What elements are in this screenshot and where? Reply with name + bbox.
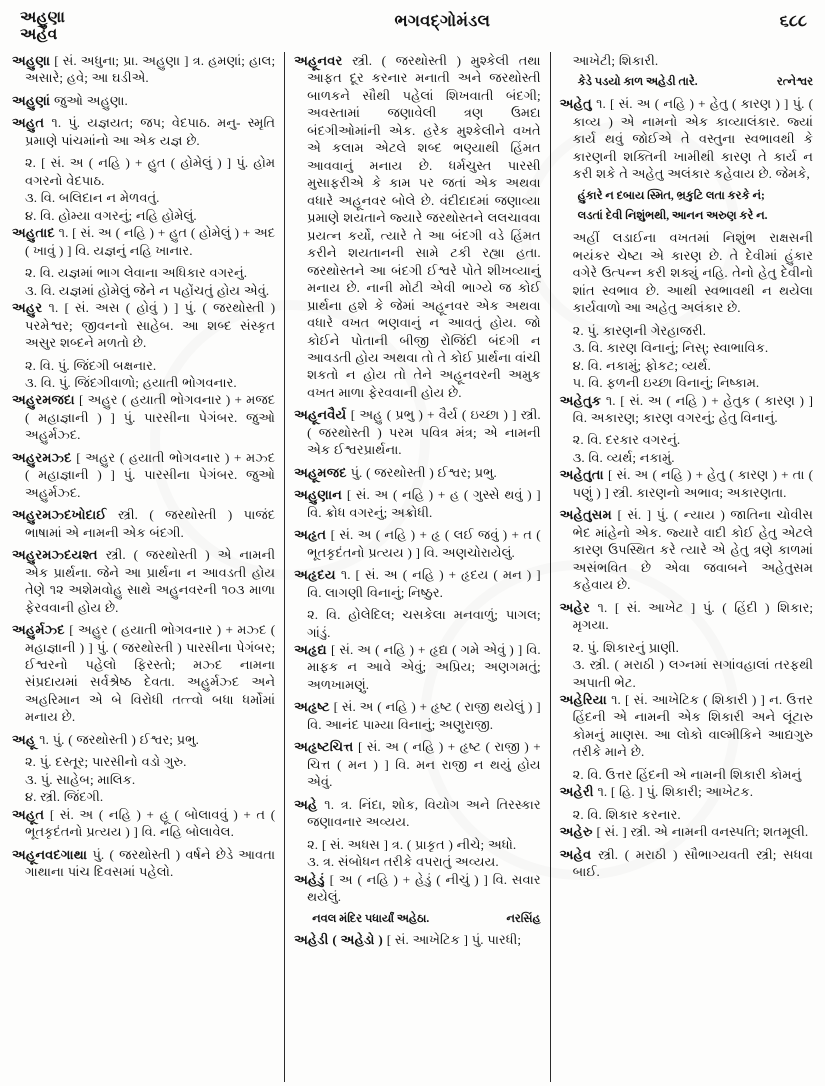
column-container bbox=[12, 52, 813, 1082]
entry-definition-text: ત્ર. હમણાં; હાલ; અસારે; હવે; આ ઘડીએ. bbox=[25, 53, 276, 86]
entry-sense: ૩. ત્ર. સંબોધન તરીકે વપરાતું અવ્યય. bbox=[307, 854, 499, 870]
dictionary-entry bbox=[12, 299, 275, 351]
dictionary-entry bbox=[12, 224, 275, 259]
dictionary-entry bbox=[12, 621, 275, 726]
dictionary-entry bbox=[560, 506, 813, 593]
entry-headword[interactable]: અહેર bbox=[559, 599, 598, 615]
entry-headword[interactable]: અહેરુ bbox=[559, 824, 597, 840]
dictionary-entry bbox=[294, 526, 541, 561]
dictionary-entry bbox=[12, 449, 275, 501]
entry-headword[interactable]: અહેરિયા bbox=[559, 692, 612, 708]
entry-headword[interactable]: અહેતુ bbox=[559, 96, 597, 112]
dictionary-entry bbox=[12, 391, 275, 443]
dictionary-entry bbox=[294, 641, 541, 693]
entry-definition-text: સ્મૃતિ પ્રમાણે પાંચમાંનો આ એક યજ્ઞ છે. bbox=[25, 115, 276, 148]
entry-definition-text: [ સં. ] પું. ( ન્યાય ) જાતિના ચોવીસ ભેદ માંહેનો એક. જ્યારે વાદી કોઈ હેતુ એટલે કારણ ઉપસ્થિત કરે ત્યારે એ હેતુ ત્રણે કાળમાં અસંભવિત છે એવા જવાબને અહેતુસમ કહેવાય છે. bbox=[572, 507, 813, 593]
entry-definition-text: ૧. પું. યજ્ઞયત; જપ; વેદપાઠ. મનુ- bbox=[51, 115, 241, 131]
dictionary-entry bbox=[12, 92, 275, 109]
verse-line bbox=[560, 208, 813, 225]
entry-headword[interactable]: અહેરી bbox=[559, 784, 598, 800]
quotation-text: કેડે પડયો કાળ અહેડી તારે. bbox=[577, 76, 698, 89]
entry-definition-text: [ અહુર ( હયાતી ભોગવનાર ) + મઝ્દ ( મહાજ્ઞાની ) ] પું. પારસીના પેગંબર. bbox=[25, 449, 276, 483]
dictionary-entry bbox=[560, 823, 813, 840]
running-head-last-word: અહેવ bbox=[20, 25, 58, 43]
dictionary-entry bbox=[12, 546, 275, 616]
entry-sense: ૨. વિ. હોલેદિલ; ચસકેલા મનવાળું; પાગલ; ગાંડું. bbox=[307, 607, 541, 640]
dictionary-entry bbox=[560, 52, 813, 69]
quotation-source: નરસિંહ bbox=[506, 912, 541, 925]
entry-headword[interactable]: અહેતુસમ bbox=[559, 507, 618, 523]
entry-sense: ૩. વિ. પું. જિંદગીવાળો; હયાતી ભોગવનાર. bbox=[25, 374, 237, 390]
entry-headword[interactable]: અહૂનવર bbox=[294, 53, 353, 68]
entry-definition-text: ૧. [ હિ. ] પું. શિકારી; આખેટક. bbox=[597, 784, 754, 800]
entry-sense: ૨. વિ. શિકાર કરનાર. bbox=[572, 806, 681, 822]
entry-headword[interactable]: અહેતુતા bbox=[559, 467, 608, 483]
entry-definition-text: આ શબ્દ સંસ્કૃત અસુર શબ્દને મળતો છે. bbox=[25, 317, 276, 351]
entry-definition-text: ૧. [ સં. અ ( નહિ ) + હૃદય ( મન ) ] વિ. લાગણી વિનાનું; નિષ્ઠુર. bbox=[307, 567, 541, 600]
entry-definition-text: [ સં. અધુના; પ્રા. અહુણા ] bbox=[54, 53, 189, 68]
dictionary-entry bbox=[560, 466, 813, 501]
dictionary-entry bbox=[12, 846, 275, 881]
entry-headword[interactable]: અહુર્મઝ્દ bbox=[12, 622, 70, 638]
dictionary-entry bbox=[294, 931, 541, 948]
entry-definition-text: [ સં. અ ( નહિ ) + હેતુ ( કારણ ) + તા ( પણું ) ] સ્ત્રી. કારણનો અભાવ; અકારણતા. bbox=[572, 467, 813, 500]
entry-headword[interactable]: અહુત bbox=[12, 115, 52, 131]
entry-definition-text: ૧. [ સં. અસ ( હોવું ) ] પું. ( જરથોસ્તી ) પરમેશ્વર; જીવનનો સાહેબ. bbox=[25, 300, 276, 333]
entry-headword[interactable]: અહૂ bbox=[12, 731, 40, 747]
entry-sense: ૪. વિ. નકામું; ફોકટ; વ્યર્થ. bbox=[572, 357, 711, 373]
dictionary-entry bbox=[560, 783, 813, 800]
text-column-2 bbox=[284, 52, 550, 1082]
entry-definition-text: [ સં. અ ( નહિ ) + હૃદ્ય ( ગમે એવું ) ] વિ. માફક ન આવે એવું; અપ્રિય; અણગમતું; અળખામણું. bbox=[307, 642, 541, 692]
dictionary-entry bbox=[294, 796, 541, 831]
entry-headword[interactable]: અહુતાદ bbox=[12, 225, 59, 241]
text-column-1 bbox=[12, 52, 284, 1082]
entry-definition-text: ૧. [ સં. અ ( નહિ ) + હેતુક ( કારણ ) ] વિ. અકારણ; કારણ વગરનું; હેતુ વિનાનું. bbox=[572, 392, 813, 425]
entry-headword[interactable]: અહૃદ્ય bbox=[294, 642, 331, 657]
entry-definition-text: ૧. [ સં. આખેટિક ( શિકારી ) ] ન. ઉત્તર હિંદની એ નામની એક શિકારી અને લૂંટારુ કોમનું માણસ. આ લોકો વાલ્મીકિને આદ્યગુરુ તરીકે માને છે. bbox=[572, 692, 813, 760]
entry-sense: ૩. પું. સાહેબ; માલિક. bbox=[25, 771, 136, 787]
dictionary-entry bbox=[294, 406, 541, 458]
entry-headword[interactable]: અહુરમઝ્દખોદાઈ bbox=[12, 507, 119, 523]
entry-headword[interactable]: અહેતુક bbox=[559, 392, 606, 408]
entry-headword[interactable]: અહૃત bbox=[294, 527, 331, 543]
text-column-3 bbox=[550, 52, 813, 1082]
entry-headword[interactable]: અહેવ bbox=[559, 846, 599, 862]
page-number: ૬૮૮ bbox=[779, 11, 807, 30]
entry-sense: ૨. વિ. યજ્ઞમાં ભાગ લેવાના અધિકાર વગરનું. bbox=[25, 265, 247, 281]
quotation-source: રત્નેશ્વર bbox=[776, 76, 813, 89]
entry-definition-text: [ સં. અ ( નહિ ) + હૂ ( બોલાવવું ) + ત ( ભૂતકૃદંતનો પ્રત્યય ) ] વિ. નહિ બોલાવેલ. bbox=[25, 806, 276, 840]
entry-definition-text: [ સં. અ ( નહિ ) + હૃષ્ટ ( રાજી ) + ચિત્ત ( મન ) ] વિ. મન રાજી ન થયું હોય એવું. bbox=[307, 739, 541, 790]
entry-sense: ૨. [ સં. અ ( નહિ ) + હુત ( હોમેલું ) ] પું. હોમ વગરનો વેદપાઠ. bbox=[25, 155, 276, 188]
dictionary-entry bbox=[294, 871, 541, 906]
entry-headword[interactable]: અહૂનવૈર્ય bbox=[294, 407, 351, 423]
dictionary-entry bbox=[294, 52, 541, 401]
book-title: ભગવદ્ગોમંડલ bbox=[394, 11, 491, 30]
dictionary-entry bbox=[294, 566, 541, 601]
entry-sense: ૨. પું. કારણની ગેરહાજરી. bbox=[572, 322, 706, 338]
entry-definition-text: ૧. પું. ( જરથોસ્તી ) ઈશ્વર; પ્રભુ. bbox=[39, 731, 199, 747]
verse-text: હુંકારે ન દબાય સ્મિત, ભ્રકુટિ લતા કરકે નં; bbox=[577, 189, 765, 202]
dictionary-entry bbox=[560, 95, 813, 182]
entry-sense: ૨. વિ. દરકાર વગરનું. bbox=[572, 432, 681, 448]
entry-headword[interactable]: અહુરમઝ્દ bbox=[12, 449, 77, 465]
entry-headword[interactable]: અહેડું bbox=[294, 871, 330, 887]
dictionary-entry bbox=[294, 486, 541, 521]
entry-continuation: અહીં લડાઈના વખતમાં નિશુંભ રાક્ષસની ભયંકર ચેષ્ટા એ કારણ છે. તે દેવીમાં હુંકાર વગેરે ઉત્પન્ન કરી શક્યું નહિ. તેનો હેતુ દેવીનો શાંત સ્વભાવ છે. આથી સ્વભાવથી ન થયેલા કાર્યવાળો આ અહેતુ અલંકાર છે. bbox=[572, 230, 813, 316]
entry-sense: ૩. સ્ત્રી. ( મરાઠી ) લગ્નમાં સગાંવહાલાં તરફથી અપાતી ભેટ. bbox=[572, 657, 813, 690]
quotation-text: નવલ મંદિર પધાર્યાં અહેઠા. bbox=[312, 912, 430, 925]
entry-definition-text: સ્ત્રી. ( જરથોસ્તી ) મુશ્કેલી તથા આફત દૂર કરનાર મનાતી અને જરથોસ્તી બાળકને સૌથી પહેલાં શિખવાતી બંદગી; અવસ્તામાં જણાવેલી ત્રણ ઉમદા બંદગીઓમાંની એક. હરેક મુશ્કેલીને વખતે એ કલામ એટલે શબ્દ ભણ્યાથી હિંમત આવવાનું મનાય છે. ધર્મચુસ્ત પારસી મુસાફરીએ કે કામ પર જતાં એક અથવા વધારે અહૂનવર બોલે છે. વંદીદાદમાં જણાવ્યા પ્રમાણે શયતાને જ્યારે જરથોસ્તને લલચાવવા પ્રયત્ન કર્યો, ત્યારે તે આ બંદગી વડે હિંમત કરીને શયતાનની સામે ટકી રહ્યા હતા. જરથોસ્તને આ બંદગી ઈશ્વરે પોતે શીખવ્યાનું મનાય છે. નાની મોટી એવી ભાગ્યે જ કોઈ પ્રાર્થના હશે કે જેમાં અહૂનવર એક અથવા વધારે વખત ભણવાનું ન આવતું હોય. જો કોઈને પોતાની બીજી રોજિંદી બંદગી ન આવડતી હોય અથવા તો તે કોઈ પ્રાર્થના વાંચી શકતો ન હોય તો તેને અહૂનવરની અમુક વખત માળા ફેરવવાની હોય છે. bbox=[307, 53, 541, 400]
dictionary-entry bbox=[12, 806, 275, 841]
dictionary-entry bbox=[560, 691, 813, 761]
entry-sense: ૫. વિ. ફળની ઇચ્છા વિનાનું; નિષ્કામ. bbox=[572, 375, 760, 391]
verse-text: લડતાં દેવી નિશુંભથી, આનન અરુણ કરે ન. bbox=[577, 210, 768, 223]
dictionary-entry bbox=[12, 731, 275, 748]
entry-definition-text: ૧. ત્ર. નિંદા, શોક, વિયોગ અને તિરસ્કાર જણાવનાર અવ્યય. bbox=[307, 796, 541, 830]
entry-definition-text: [ સં. અ ( નહિ ) + હૃષ્ટ ( રાજી થયેલું ) ] વિ. આનંદ પામ્યા વિનાનું; અણુરાજી. bbox=[307, 699, 541, 732]
entry-definition-text: [ સં. અ ( નહિ ) + હૃ ( લઈ જવું ) + ત ( ભૂતકૃદંતનો પ્રત્યય ) ] વિ. અણચોરાયેલું. bbox=[307, 527, 541, 560]
entry-sense: ૨. વિ. ઉત્તર હિંદની એ નામની શિકારી કોમનું bbox=[572, 766, 802, 782]
entry-headword[interactable]: અહૂમજદ bbox=[294, 464, 351, 480]
entry-definition-text: ૧. [ સં. અ ( નહિ ) + હેતુ ( કારણ ) ] પું. ( કાવ્ય ) એ નામનો એક કાવ્યાલંકાર. જ્યાં કાર્ય થવું જોઈએ તે વસ્તુના સ્વભાવથી કે કારણની શક્તિની ખામીથી કારણ તે કાર્ય ન કરી શકે તે અહેતુ અલંકાર કહેવાય છે. જેમકે, bbox=[572, 96, 813, 182]
entry-sense: ૪. વિ. હોમ્યા વગરનું; નહિ હોમેલું. bbox=[25, 207, 197, 223]
entry-headword[interactable]: અહૃષ્ટ bbox=[294, 699, 334, 715]
dictionary-entry bbox=[560, 846, 813, 881]
entry-sense: ૪. સ્ત્રી. જિંદગી. bbox=[25, 789, 104, 805]
dictionary-entry bbox=[294, 738, 541, 790]
entry-headword[interactable]: અહૂત bbox=[12, 806, 50, 822]
entry-definition-text: [ સં. આખેટિક ] પું. પારધી; bbox=[386, 932, 521, 948]
entry-definition-text: આખેટી; શિકારી. bbox=[572, 53, 659, 68]
running-head bbox=[12, 10, 813, 50]
entry-sense: ૩. વિ. કારણ વિનાનું; નિસ્; સ્વાભાવિક. bbox=[572, 340, 769, 356]
entry-headword[interactable]: અહૃષ્ટચિત્ત bbox=[294, 739, 358, 755]
entry-definition-text: [ અ ( નહિ ) + હેડું ( નીચું ) ] વિ. સવાર થયેલું. bbox=[307, 871, 541, 905]
entry-definition-text: જુઓ અહુણા. bbox=[53, 92, 128, 108]
dictionary-entry bbox=[560, 599, 813, 634]
entry-headword[interactable]: અહુણાન bbox=[294, 487, 347, 503]
entry-headword[interactable]: અહુર bbox=[12, 300, 49, 316]
dictionary-entry bbox=[12, 506, 275, 541]
entry-definition-text: [ અહુર ( હયાતી ભોગવનાર ) + મજદ ( મહાજ્ઞાની ) ] પું. પારસીના પેગંબર. bbox=[25, 392, 276, 425]
dictionary-entry bbox=[294, 698, 541, 733]
entry-headword[interactable]: અહુણા bbox=[12, 53, 55, 68]
entry-definition-text: સ્ત્રી. ( જરથોસ્તી ) એ નામની એક પ્રાર્થના. જેને આ પ્રાર્થના ન આવડતી હોય તેણે ૧૨ અશેમવોહુ સાથે અહુનવરની ૧૦૩ માળા ફેરવવાની હોય છે. bbox=[25, 547, 276, 615]
entry-sense: ૨. પું. દસ્તૂર; પારસીનો વડો ગુરુ. bbox=[25, 754, 187, 770]
entry-sense: ૩. વિ. બલિદાન ન મેળવતું. bbox=[25, 190, 160, 206]
entry-sense: ૨. [ સં. અધસ ] ત્ર. ( પ્રાકૃત ) નીચે; અધો. bbox=[307, 836, 517, 852]
entry-definition-text: [ અહુ ( પ્રભુ ) + વૈર્ય ( ઇચ્છા ) ] સ્ત્રી. ( જરથોસ્તી ) પરમ પવિત્ર મંત્ર; એ નામની એક ઈશ્વરપ્રાર્થના. bbox=[307, 407, 541, 458]
entry-sense: ૨. પું. શિકારનું પ્રાણી. bbox=[572, 639, 679, 655]
entry-headword[interactable]: અહુરમજદા bbox=[12, 392, 80, 408]
entry-definition-text: ૧. [ સં. આખેટ ] પું. ( હિંદી ) શિકાર; મૃગયા. bbox=[572, 599, 813, 633]
entry-headword[interactable]: અહે bbox=[294, 796, 325, 812]
entry-definition-text: ૧. [ સં. અ ( નહિ ) + હુત ( હોમેલું ) + અદ ( ખાવું ) ] વિ. યજ્ઞનું નહિ ખાનાર. bbox=[25, 225, 276, 258]
entry-definition-text: સ્ત્રી. ( મરાઠી ) સૌભાગ્યવતી સ્ત્રી; સધવા બાઈ. bbox=[572, 846, 813, 880]
entry-definition-text: [ અહુર ( હયાતી ભોગવનાર ) + મઝ્દ ( મહાજ્ઞાની ) ] પું. ( જરથોસ્તી ) પારસીના પેગંબર; ઈશ્વરનો પહેલો ફિરસ્તો; મઝ્દ નામના સંપ્રદાયમાં સર્વશ્રેષ્ઠ દેવતા. અહુર્મઝ્દ અને અહરિમાન એ બે વિરોધી તત્ત્વો બધા ધર્મોમાં મનાય છે. bbox=[25, 622, 276, 725]
entry-sense: ૩. વિ. વ્યર્થ; નકામું. bbox=[572, 449, 675, 465]
entry-quotation bbox=[560, 74, 813, 91]
entry-headword[interactable]: અહેડી ( અહેડો ) bbox=[294, 932, 387, 948]
entry-definition-text: [ સં. અ ( નહિ ) + હ ( ગુસ્સે થવું ) ] વિ. ક્રોધ વગરનું; અક્રોધી. bbox=[307, 487, 541, 520]
entry-definition-text: પું. ( જરથોસ્તી ) વર્ષને છેડે આવતા ગાથાના પાંચ દિવસમાં પહેલો. bbox=[25, 846, 276, 880]
verse-line bbox=[560, 188, 813, 205]
dictionary-entry bbox=[560, 392, 813, 427]
entry-headword[interactable]: અહૃદય bbox=[294, 567, 341, 583]
entry-sense: ૩. વિ. યજ્ઞમાં હોમેલું જેને ન પહોંચતું હોય એવું. bbox=[25, 282, 270, 298]
entry-headword[interactable]: અહુણાં bbox=[12, 92, 54, 108]
dictionary-entry bbox=[12, 52, 275, 87]
entry-definition-text: સ્ત્રી. ( જરથોસ્તી ) પાજંદ ભાષામાં એ નામની એક બંદગી. bbox=[25, 507, 276, 540]
entry-quotation bbox=[294, 911, 541, 928]
running-head-left bbox=[20, 10, 65, 43]
entry-headword[interactable]: અહુરમઝ્દયશ્ત bbox=[12, 547, 106, 563]
entry-headword[interactable]: અહૂનવદગાથા bbox=[12, 846, 93, 862]
dictionary-entry bbox=[294, 464, 541, 481]
entry-definition-text: જુઓ અહુર્મઝ્દ. bbox=[25, 409, 276, 443]
entry-sense: ૨. વિ. પું. જિંદગી બક્ષનાર. bbox=[25, 357, 157, 373]
entry-definition-text: [ સં. ] સ્ત્રી. એ નામની વનસ્પતિ; શતમૂલી. bbox=[596, 824, 809, 840]
dictionary-entry bbox=[12, 114, 275, 149]
entry-definition-text: જુઓ અહુર્મઝ્દ. bbox=[25, 467, 276, 500]
running-head-first-word: અહુણા bbox=[20, 9, 65, 26]
entry-definition-text: પું. ( જરથોસ્તી ) ઈશ્વર; પ્રભુ. bbox=[350, 464, 497, 480]
